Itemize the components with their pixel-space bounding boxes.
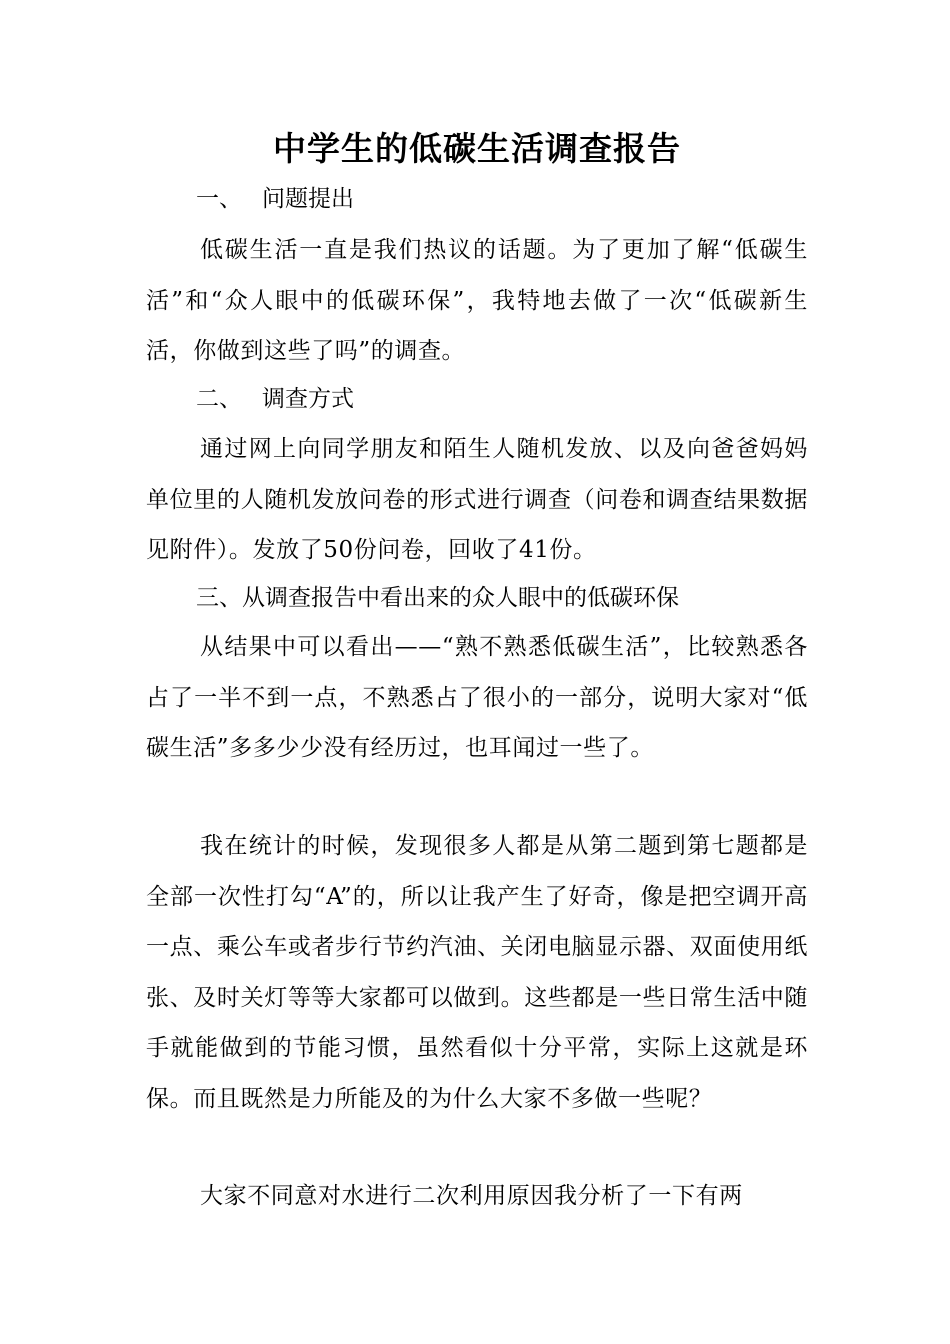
section-2-paragraph-1: 通过网上向同学朋友和陌生人随机发放、以及向爸爸妈妈单位里的人随机发放问卷的形式进行调查（问卷和调查结果数据见附件）。发放了50份问卷，回收了41份。 (146, 436, 808, 563)
section-3-paragraph-3: 大家不同意对水进行二次利用原因我分析了一下有两 (200, 1183, 743, 1209)
section-1-paragraph-1: 低碳生活一直是我们热议的话题。为了更加了解“低碳生活”和“众人眼中的低碳环保”，我特地去做了一次“低碳新生活，你做到这些了吗”的调查。 (146, 237, 808, 364)
section-1-heading-text: 问题提出 (262, 186, 354, 212)
section-3-heading (146, 583, 808, 613)
section-3-heading-text: 从调查报告中看出来的众人眼中的低碳环保 (242, 585, 679, 611)
section-1-heading (146, 184, 808, 214)
section-1-number: 一、 (196, 186, 242, 212)
section-3-number: 三、 (196, 585, 242, 611)
section-2-heading-text: 调查方式 (262, 386, 354, 412)
section-2-number: 二、 (196, 386, 242, 412)
section-2-heading (146, 384, 808, 414)
section-3-paragraph-1: 从结果中可以看出——“熟不熟悉低碳生活”，比较熟悉各占了一半不到一点，不熟悉占了很小的一部分，说明大家对“低碳生活”多多少少没有经历过，也耳闻过一些了。 (146, 634, 808, 761)
section-3-paragraph-2: 我在统计的时候，发现很多人都是从第二题到第七题都是全部一次性打勾“A”的，所以让我产生了好奇，像是把空调开高一点、乘公车或者步行节约汽油、关闭电脑显示器、双面使用纸张、及时关灯等等大家都可以做到。这些都是一些日常生活中随手就能做到的节能习惯，虽然看似十分平常，实际上这就是环保。而且既然是力所能及的为什么大家不多做一些呢？ (146, 833, 808, 1112)
document-title: 中学生的低碳生活调查报告 (273, 129, 681, 168)
